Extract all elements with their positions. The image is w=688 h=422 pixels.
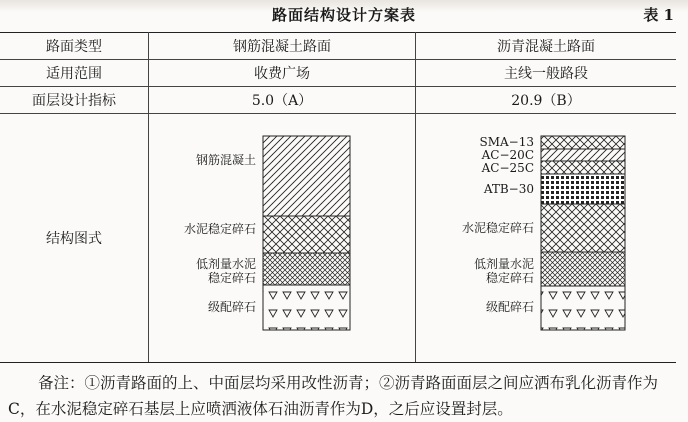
layer-block xyxy=(541,161,625,174)
cell-asphalt: 20.9（B） xyxy=(416,87,677,114)
concrete-structure-column xyxy=(184,136,350,330)
row-label: 结构图式 xyxy=(0,114,149,363)
layer-label: 水泥稳定碎石 xyxy=(461,221,534,235)
row-label: 面层设计指标 xyxy=(0,87,149,114)
cell-concrete: 收费广场 xyxy=(149,60,416,87)
layer-label: 稳定碎石 xyxy=(485,271,534,285)
layer-block xyxy=(263,136,350,216)
layer-block xyxy=(263,216,350,253)
layer-label: 水泥稳定碎石 xyxy=(183,222,256,236)
cell-concrete: 5.0（A） xyxy=(149,87,416,114)
layer-label: AC−25C xyxy=(481,161,534,175)
table-note: 备注：①沥青路面的上、中面层均采用改性沥青；②沥青路面面层之间应洒布乳化沥青作为C，在水泥稳定碎石基层上应喷洒液体石油沥青作为D，之后应设置封层。 xyxy=(8,374,659,418)
layer-block xyxy=(541,252,625,286)
layer-block xyxy=(541,204,625,252)
layer-label: 级配碎石 xyxy=(485,300,534,314)
table-title: 路面结构设计方案表 xyxy=(271,6,416,24)
layer-block xyxy=(541,174,625,204)
layer-label: 级配碎石 xyxy=(207,300,256,314)
table-number: 表 1 xyxy=(643,6,674,24)
layer-block xyxy=(541,286,625,330)
layer-label: SMA−13 xyxy=(479,135,534,149)
layer-block xyxy=(263,285,350,330)
layer-block xyxy=(263,253,350,285)
row-label: 适用范围 xyxy=(0,60,149,87)
asphalt-structure-column xyxy=(462,135,625,330)
layer-block xyxy=(541,136,625,149)
cell-asphalt: 主线一般路段 xyxy=(416,60,677,87)
row-label: 路面类型 xyxy=(0,33,149,60)
cell-asphalt: 沥青混凝土路面 xyxy=(416,33,677,60)
cell-concrete: 钢筋混凝土路面 xyxy=(149,33,416,60)
layer-label: AC−20C xyxy=(481,148,534,162)
layer-label: 低剂量水泥 xyxy=(473,257,534,271)
layer-label: ATB−30 xyxy=(483,182,534,196)
layer-label: 稳定碎石 xyxy=(207,271,256,285)
layer-label: 低剂量水泥 xyxy=(195,257,256,271)
layer-block xyxy=(541,149,625,161)
layer-label: 钢筋混凝土 xyxy=(195,153,256,167)
